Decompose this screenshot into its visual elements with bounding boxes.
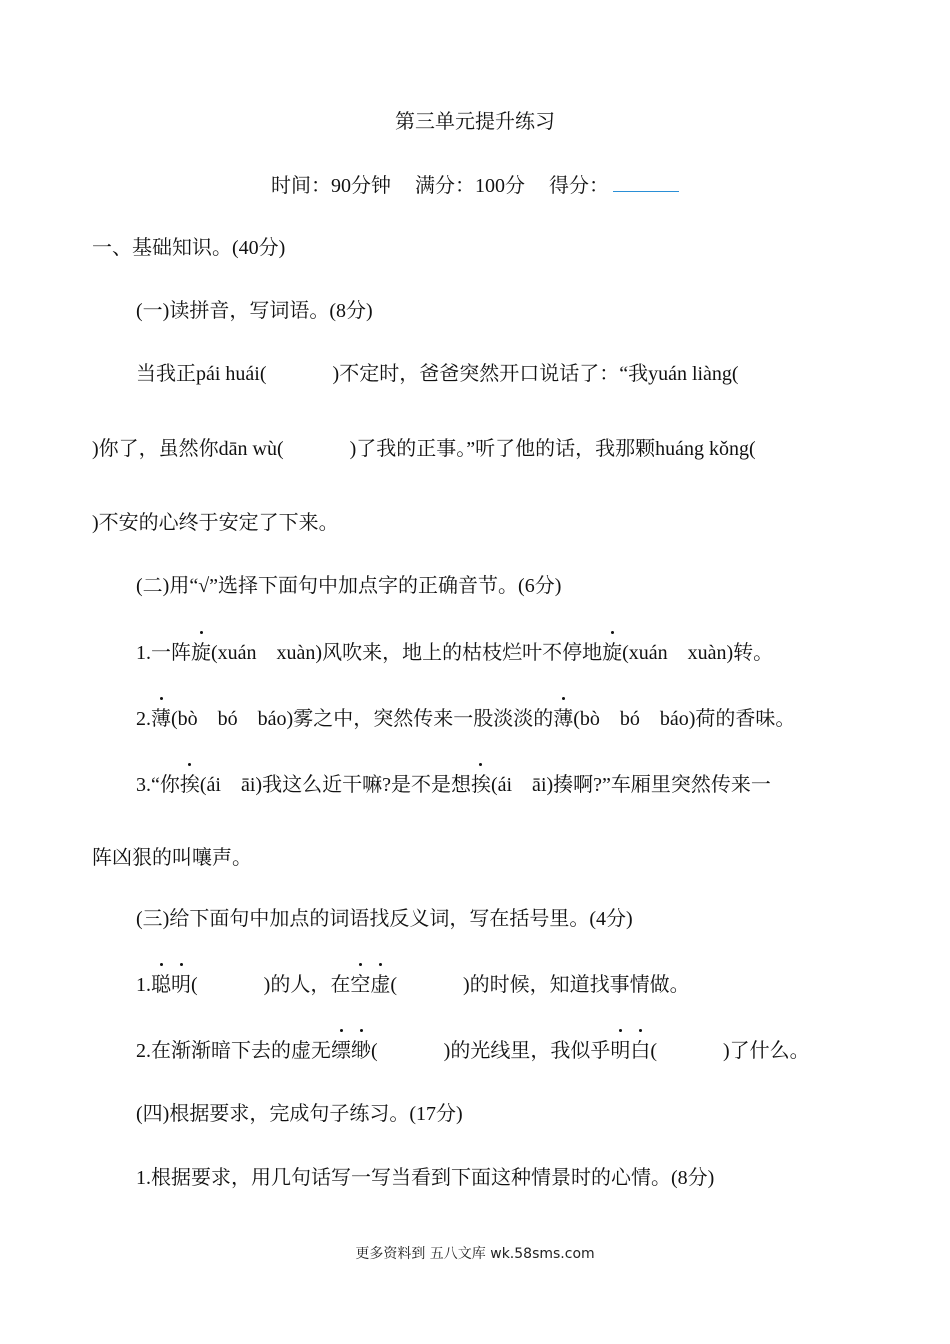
question-2-3 — [136, 770, 771, 800]
pinyin-line-2 — [92, 434, 756, 464]
text-segment: )的时候，知道找事情做。 — [463, 974, 690, 996]
full-score: 满分：100分 — [415, 175, 525, 197]
footer-source: 更多资料到 五八文库 wk.58sms.com — [355, 1246, 595, 1262]
text-segment: (ái āi)揍啊?”车厢里突然传来一 — [490, 774, 771, 796]
text-segment: )你了，虽然你dān wù( — [92, 438, 284, 460]
pinyin-line-3: )不安的心终于安定了下来。 — [92, 512, 339, 534]
text-segment: (bò bó báo)雾之中，突然传来一股淡淡的 — [171, 708, 554, 730]
text-segment: 1.一阵 — [136, 642, 191, 664]
part-heading-1: (一)读拼音，写词语。(8分) — [136, 300, 373, 322]
text-segment: (xuán xuàn)风吹来，地上的枯枝烂叶不停地 — [211, 642, 603, 664]
part-heading-3: (三)给下面句中加点的词语找反义词，写在括号里。(4分) — [136, 908, 633, 930]
dotted-char: 缈 — [351, 1036, 371, 1066]
dotted-char: 挨 — [471, 770, 491, 800]
text-segment: 2.在渐渐暗下去的虚无 — [136, 1040, 331, 1062]
text-segment: 3.“你 — [136, 774, 180, 796]
text-segment: (bò bó báo)荷的香味。 — [573, 708, 796, 730]
dotted-char: 虚 — [370, 970, 390, 1000]
dotted-char: 白 — [630, 1036, 650, 1066]
text-segment: )了什么。 — [723, 1040, 810, 1062]
dotted-char: 旋 — [191, 638, 211, 668]
question-2-3-continued: 阵凶狠的叫嚷声。 — [92, 847, 252, 869]
dotted-char: 明 — [171, 970, 191, 1000]
text-segment: ( — [390, 974, 398, 996]
text-segment: (xuán xuàn)转。 — [622, 642, 774, 664]
text-segment: 1. — [136, 974, 151, 996]
dotted-char: 缥 — [331, 1036, 351, 1066]
question-2-1 — [136, 638, 773, 668]
page-title: 第三单元提升练习 — [395, 111, 555, 133]
text-segment: 2. — [136, 708, 151, 730]
text-segment: 当我正pái huái( — [136, 363, 267, 385]
dotted-char: 空 — [350, 970, 370, 1000]
section-heading: 一、基础知识。(40分) — [92, 237, 286, 259]
dotted-char: 明 — [610, 1036, 630, 1066]
part-heading-4: (四)根据要求，完成句子练习。(17分) — [136, 1103, 463, 1125]
question-2-2 — [136, 704, 795, 734]
dotted-char: 薄 — [151, 704, 171, 734]
dotted-char: 挨 — [180, 770, 200, 800]
text-segment: )的光线里，我似乎 — [443, 1040, 611, 1062]
text-segment: ( — [650, 1040, 658, 1062]
time-limit: 时间：90分钟 — [271, 175, 391, 197]
text-segment: )的人，在 — [263, 974, 351, 996]
pinyin-line-1 — [136, 359, 739, 389]
text-segment: )不定时，爸爸突然开口说话了：“我yuán liàng( — [332, 363, 739, 385]
dotted-char: 聪 — [151, 970, 171, 1000]
question-3-2 — [136, 1036, 810, 1066]
dotted-char: 薄 — [553, 704, 573, 734]
text-segment: ( — [191, 974, 198, 996]
question-4-1: 1.根据要求，用几句话写一写当看到下面这种情景时的心情。(8分) — [136, 1167, 715, 1189]
text-segment: )了我的正事。”听了他的话，我那颗huáng kǒng( — [349, 438, 756, 460]
score-label: 得分： — [549, 175, 609, 197]
exam-meta — [0, 169, 950, 201]
question-3-1 — [136, 970, 690, 1000]
text-segment: ( — [371, 1040, 378, 1062]
text-segment: (ái āi)我这么近干嘛?是不是想 — [199, 774, 471, 796]
dotted-char: 旋 — [602, 638, 622, 668]
part-heading-2: (二)用“√”选择下面句中加点字的正确音节。(6分) — [136, 575, 562, 597]
score-blank[interactable] — [613, 169, 679, 192]
